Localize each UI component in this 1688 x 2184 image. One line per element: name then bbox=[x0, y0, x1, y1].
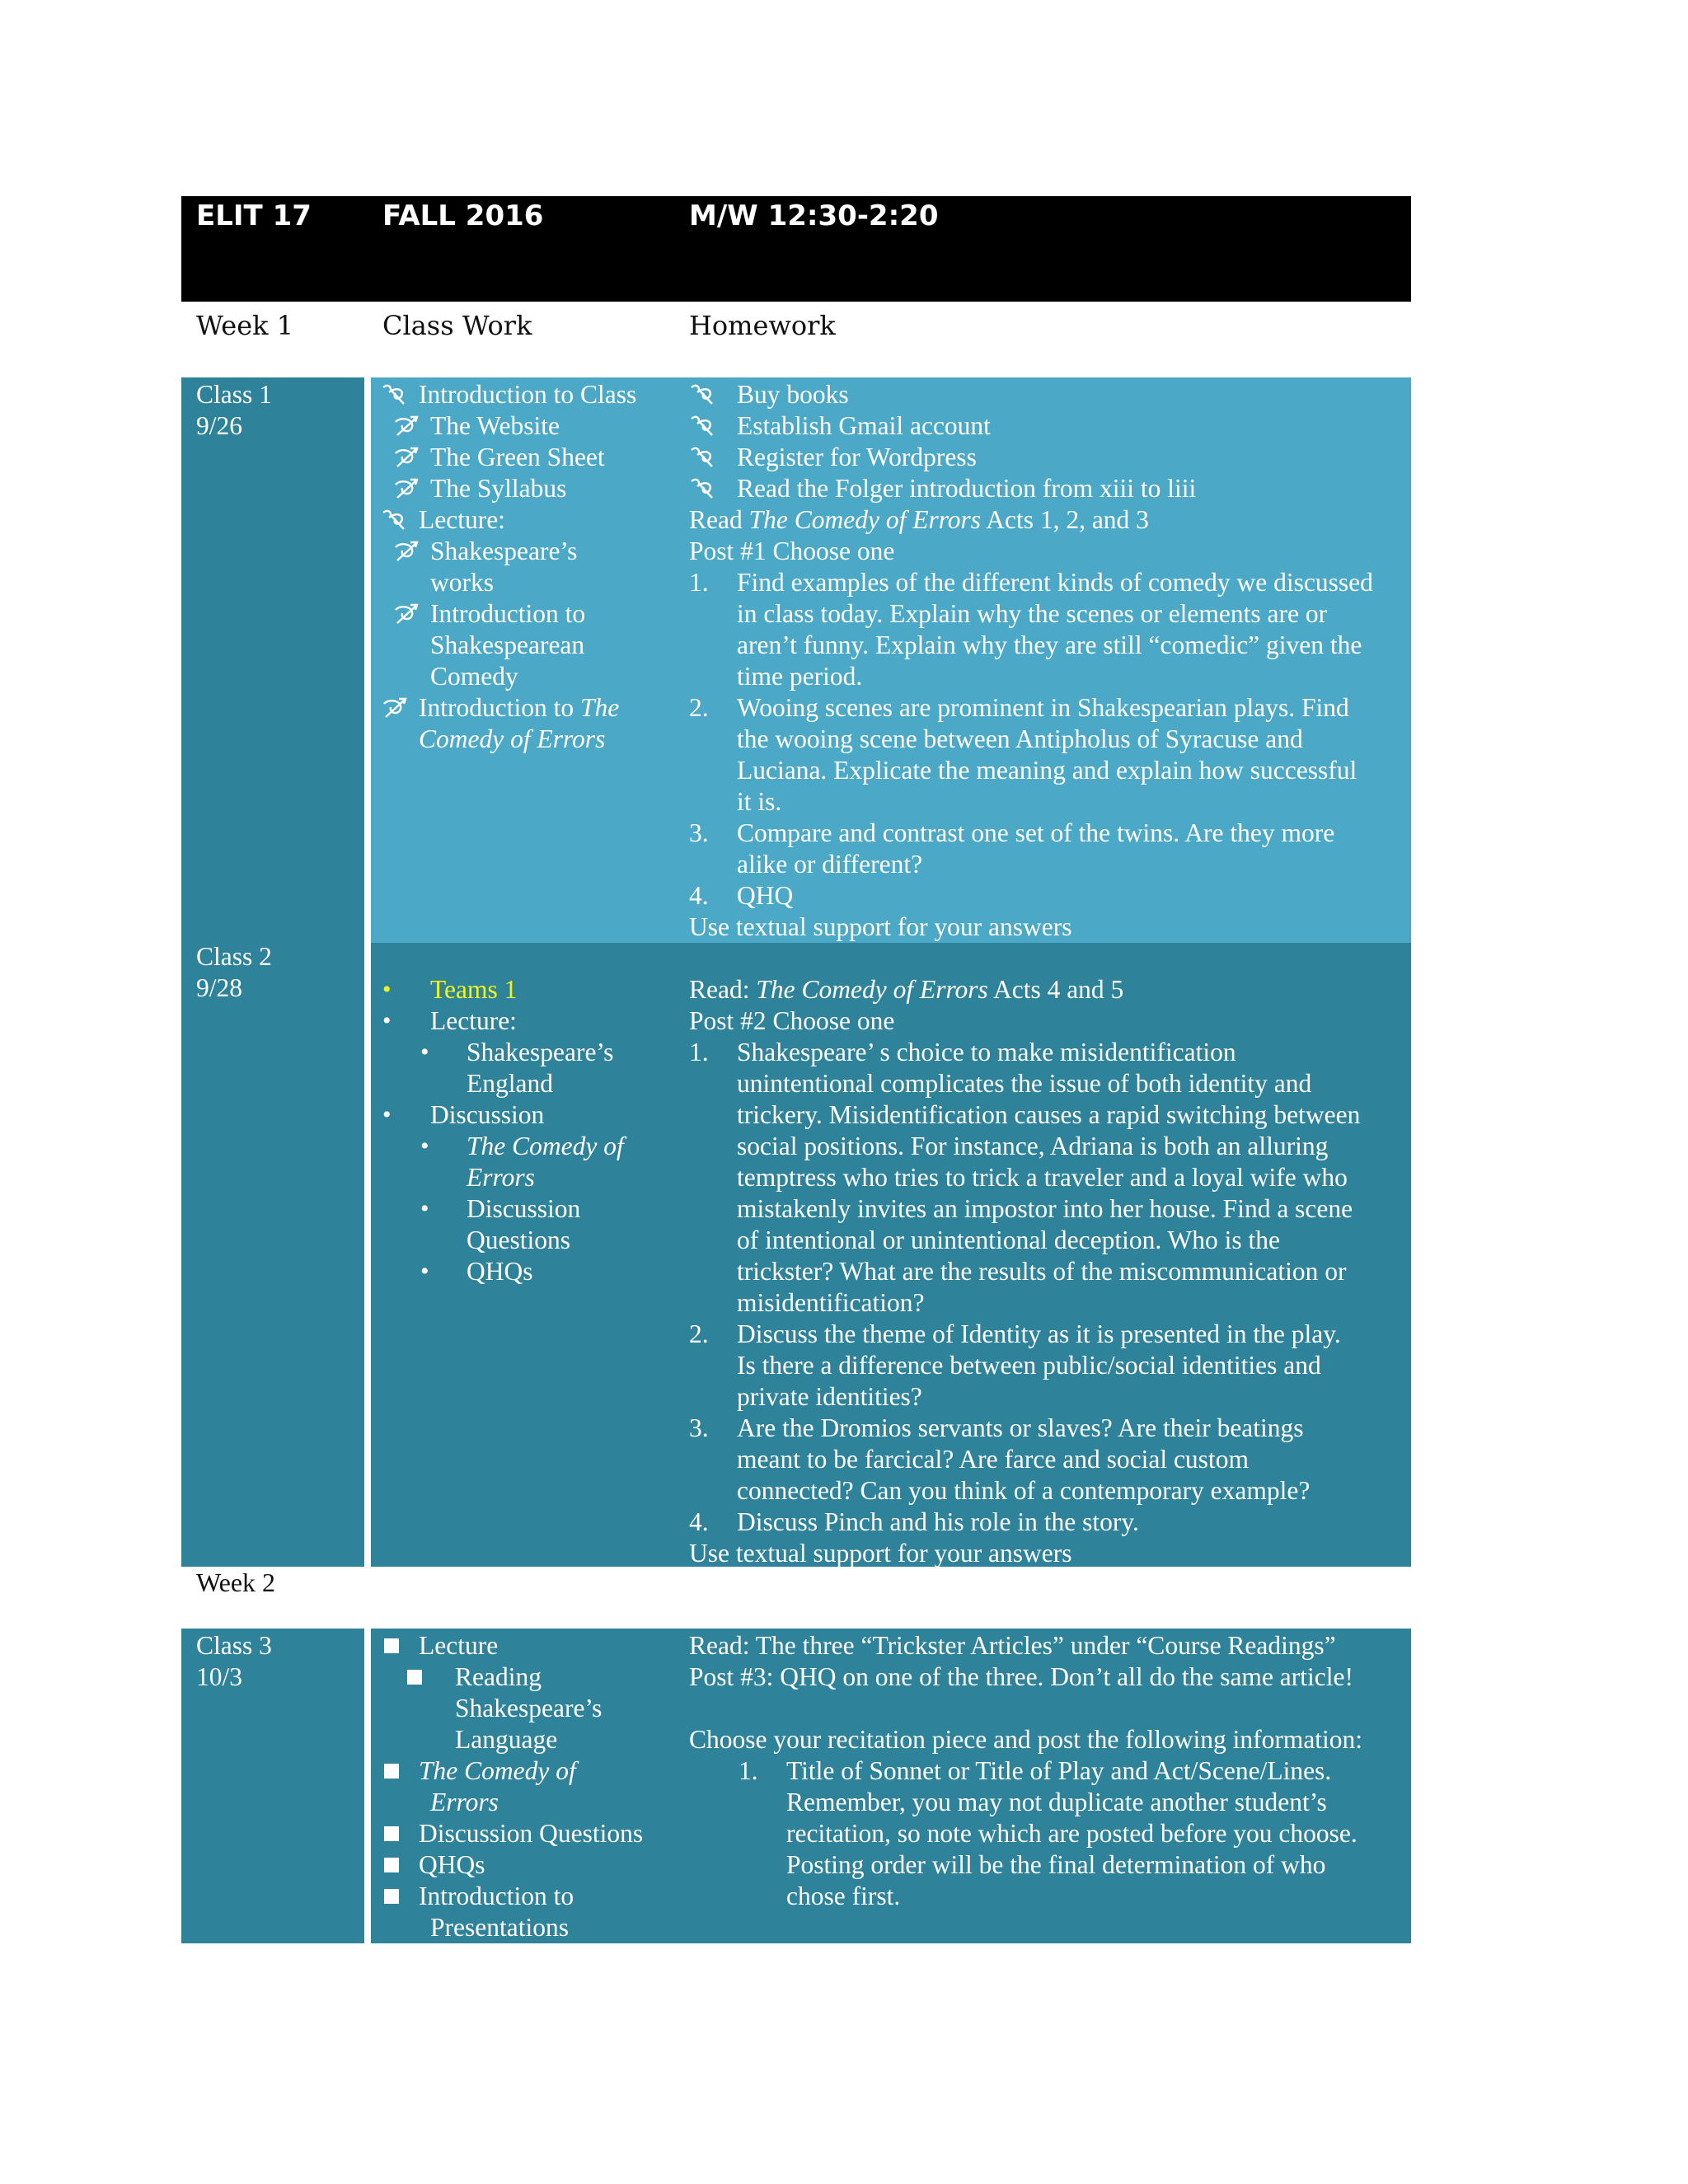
square-bullet-icon bbox=[384, 1764, 399, 1779]
list-item: • QHQs bbox=[420, 1257, 533, 1286]
class1-date: 9/26 bbox=[196, 411, 243, 440]
class3-homework: Read: The three “Trickster Articles” under “Course Readings” Post #3: QHQ on one of the three. Don’t all do the same article! Choose your recitation piece and post the following information: 1. Title of Sonnet or Title of Play and Act/Scene/Lines. Remember, you may not duplicate another student’s recitation, so note which are posted before you choose. Posting order will be the final determination of who chose first. bbox=[689, 1630, 1411, 1912]
dragon-tail-icon bbox=[392, 445, 420, 470]
list-item: Read the Folger introduction from xiii to liii bbox=[689, 473, 1411, 504]
dragon-tail-icon bbox=[381, 696, 409, 720]
week1-label: Week 1 bbox=[196, 310, 294, 341]
list-item: 1. Shakespeare’ s choice to make misidentification bbox=[689, 1038, 1236, 1066]
header-bar bbox=[181, 196, 1411, 302]
bullet-icon: • bbox=[420, 1258, 429, 1285]
square-bullet-icon bbox=[384, 1889, 399, 1904]
course-term: FALL 2016 bbox=[382, 199, 544, 232]
dragon-tail-icon bbox=[689, 476, 717, 501]
list-item: • Discussion bbox=[420, 1194, 581, 1223]
course-code: ELIT 17 bbox=[196, 199, 312, 232]
dragon-tail-icon bbox=[392, 602, 420, 626]
class2-homework: Read: The Comedy of Errors Acts 4 and 5 Post #2 Choose one 1. Shakespeare’ s choice to make misidentification unintentional complicates the issue of both identity and trickery. Misidentification causes a rapid switching between social positions. For instance, Adriana is both an alluring temptress who tries to trick a traveler and a loyal wife who mistakenly invites an impostor into her house. Find a scene of intentional or unintentional deception. Who is the trickster? What are the results of the miscommunication or misidentification? 2. Discuss the theme of Identity as it is presented in the play. Is there a difference between public/social identities and private identities? 3. Are the Dromios servants or slaves? Are their beatings meant to be farcical? Are farce and social custom connected? Can you think of a contemporary example? 4. Discuss Pinch and his role in the story. Use textual support for your answers bbox=[689, 974, 1411, 1569]
dragon-tail-icon bbox=[689, 445, 717, 470]
list-item: 3. Compare and contrast one set of the twins. Are they more bbox=[689, 818, 1335, 847]
class3-classwork: Lecture Reading Shakespeare’s Language The Comedy of Errors Discussion Questions QHQs Introduction to Presentations bbox=[381, 1630, 661, 1943]
homework-heading: Homework bbox=[689, 310, 836, 341]
list-item: Register for Wordpress bbox=[689, 442, 1411, 473]
bullet-icon: • bbox=[382, 976, 392, 1003]
list-item: The Website bbox=[381, 410, 653, 442]
dragon-tail-icon bbox=[689, 414, 717, 438]
square-bullet-icon bbox=[384, 1826, 399, 1841]
square-bullet-icon bbox=[407, 1670, 422, 1685]
course-time: M/W 12:30-2:20 bbox=[689, 199, 939, 232]
list-item: QHQs bbox=[381, 1849, 661, 1881]
list-item: 4. Discuss Pinch and his role in the story. bbox=[689, 1507, 1139, 1536]
list-item: Introduction to The bbox=[381, 692, 653, 724]
list-item: Discussion Questions bbox=[381, 1818, 661, 1849]
class2-name: Class 2 bbox=[196, 942, 272, 971]
list-item: 3. Are the Dromios servants or slaves? Are their beatings bbox=[689, 1413, 1304, 1442]
list-item: The Syllabus bbox=[381, 473, 653, 504]
list-item: The Comedy of bbox=[381, 1755, 661, 1787]
square-bullet-icon bbox=[384, 1858, 399, 1872]
list-item: 4. QHQ bbox=[689, 881, 794, 910]
list-item: 2. Wooing scenes are prominent in Shakespearian plays. Find bbox=[689, 693, 1349, 722]
list-item: • Teams 1 bbox=[382, 975, 518, 1004]
week2-label: Week 2 bbox=[196, 1568, 276, 1597]
dragon-tail-icon bbox=[381, 382, 409, 407]
list-item: 1. Title of Sonnet or Title of Play and Act/Scene/Lines. bbox=[738, 1756, 1332, 1785]
dragon-tail-icon bbox=[392, 539, 420, 564]
class3-name: Class 3 bbox=[196, 1631, 272, 1660]
list-item: Buy books bbox=[689, 379, 1411, 410]
list-item: 2. Discuss the theme of Identity as it is presented in the play. bbox=[689, 1319, 1341, 1348]
list-item: • Lecture: bbox=[382, 1006, 517, 1035]
list-item: Introduction to Class bbox=[381, 379, 653, 410]
bullet-icon: • bbox=[420, 1038, 429, 1066]
square-bullet-icon bbox=[384, 1638, 399, 1653]
dragon-tail-icon bbox=[381, 508, 409, 532]
list-item: Establish Gmail account bbox=[689, 410, 1411, 442]
list-item: Lecture bbox=[381, 1630, 661, 1661]
dragon-tail-icon bbox=[392, 476, 420, 501]
list-item: The Green Sheet bbox=[381, 442, 653, 473]
class2-classwork: • Teams 1 • Lecture: • Shakespeare’s England • Discussion • The Comedy of Errors • Discussion Questions • QHQs bbox=[381, 974, 653, 1287]
list-item: 1. Find examples of the different kinds of comedy we discussed bbox=[689, 568, 1373, 597]
class2-date: 9/28 bbox=[196, 973, 243, 1002]
list-item: Shakespeare’s bbox=[381, 536, 653, 567]
list-item: Reading bbox=[381, 1661, 661, 1693]
classwork-heading: Class Work bbox=[382, 310, 532, 341]
list-item: Introduction to bbox=[381, 598, 653, 630]
class1-classwork: Introduction to Class The Website The Green Sheet The Syllabus Lecture: Shakespeare’s works Introduction to Shakespearean Comedy Introduction to The Comedy of Errors bbox=[381, 379, 653, 755]
list-item: • Shakespeare’s bbox=[420, 1038, 614, 1066]
class3-date: 10/3 bbox=[196, 1662, 243, 1691]
bullet-icon: • bbox=[382, 1007, 392, 1034]
bullet-icon: • bbox=[382, 1101, 392, 1128]
dragon-tail-icon bbox=[689, 382, 717, 407]
bullet-icon: • bbox=[420, 1132, 429, 1160]
dragon-tail-icon bbox=[392, 414, 420, 438]
list-item: • Discussion bbox=[382, 1100, 545, 1129]
bullet-icon: • bbox=[420, 1195, 429, 1222]
list-item: Introduction to bbox=[381, 1881, 661, 1912]
class1-name: Class 1 bbox=[196, 380, 272, 409]
list-item: • The Comedy of bbox=[420, 1132, 624, 1160]
list-item: Lecture: bbox=[381, 504, 653, 536]
class1-homework: Buy books Establish Gmail account Register for Wordpress Read the Folger introduction from xiii to liii Read The Comedy of Errors Acts 1, 2, and 3 Post #1 Choose one 1. Find examples of the different kinds of comedy we discussed in class today. Explain why the scenes or elements are or aren’t funny. Explain why they are still “comedic” given the time period. 2. Wooing scenes are prominent in Shakespearian plays. Find the wooing scene between Antipholus of Syracuse and Luciana. Explicate the meaning and explain how successful it is. 3. Compare and contrast one set of the twins. Are they more alike or different? 4. QHQ Use textual support for your answers bbox=[689, 379, 1411, 943]
